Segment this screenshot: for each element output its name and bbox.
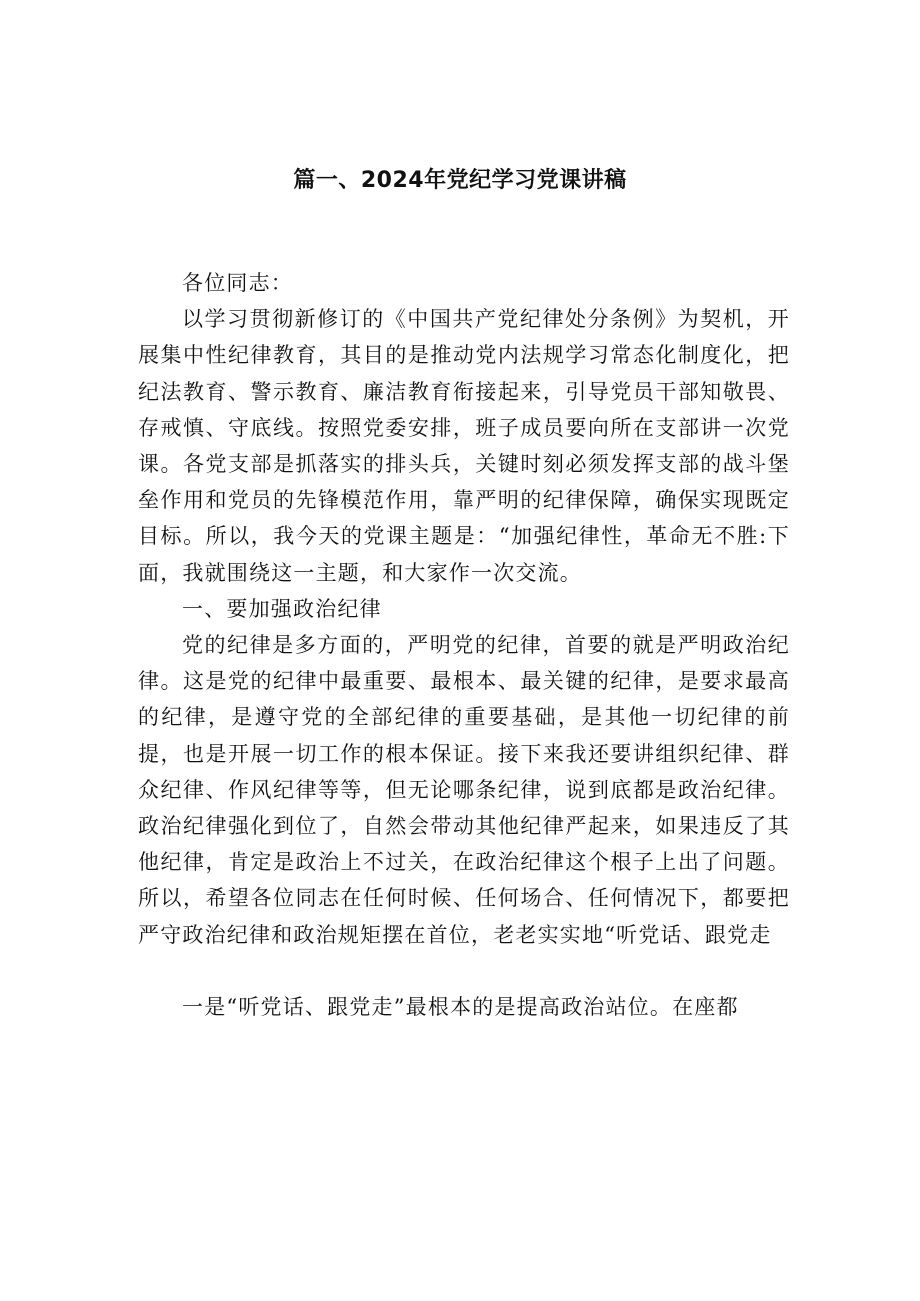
section-heading: 一、要加强政治纪律 bbox=[182, 596, 382, 621]
document-title: 篇一、2024年党纪学习党课讲稿 bbox=[293, 168, 627, 193]
intro-paragraph: 以学习贯彻新修订的《中国共产党纪律处分条例》为契机，开展集中性纪律教育，其目的是推动党内法规学习常态化制度化，把纪法教育、警示教育、廉洁教育衔接起来，引导党员干部知敬畏、存戒慎、守底线。按照党委安排，班子成员要向所在支部讲一次党课。各党支部是抓落实的排头兵，关键时刻必须发挥支部的战斗堡垒作用和党员的先锋模范作用，靠严明的纪律保障，确保实现既定目标。所以，我今天的党课主题是：“加强纪律性，革命无不胜:下面，我就围绕这一主题，和大家作一次交流。 bbox=[138, 307, 790, 585]
point-paragraph: 一是“听党话、跟党走”最根本的是提高政治站位。在座都 bbox=[182, 994, 739, 1019]
section-paragraph: 党的纪律是多方面的，严明党的纪律，首要的就是严明政治纪律。这是党的纪律中最重要、最根本、最关键的纪律，是要求最高的纪律，是遵守党的全部纪律的重要基础，是其他一切纪律的前提，也是开展一切工作的根本保证。接下来我还要讲组织纪律、群众纪律、作风纪律等等，但无论哪条纪律，说到底都是政治纪律。政治纪律强化到位了，自然会带动其他纪律严起来，如果违反了其他纪律，肯定是政治上不过关，在政治纪律这个根子上出了问题。所以，希望各位同志在任何时候、任何场合、任何情况下，都要把严守政治纪律和政治规矩摆在首位，老老实实地“听党话、跟党走 bbox=[138, 633, 790, 947]
salutation: 各位同志： bbox=[182, 271, 293, 295]
document-body bbox=[138, 265, 790, 1025]
